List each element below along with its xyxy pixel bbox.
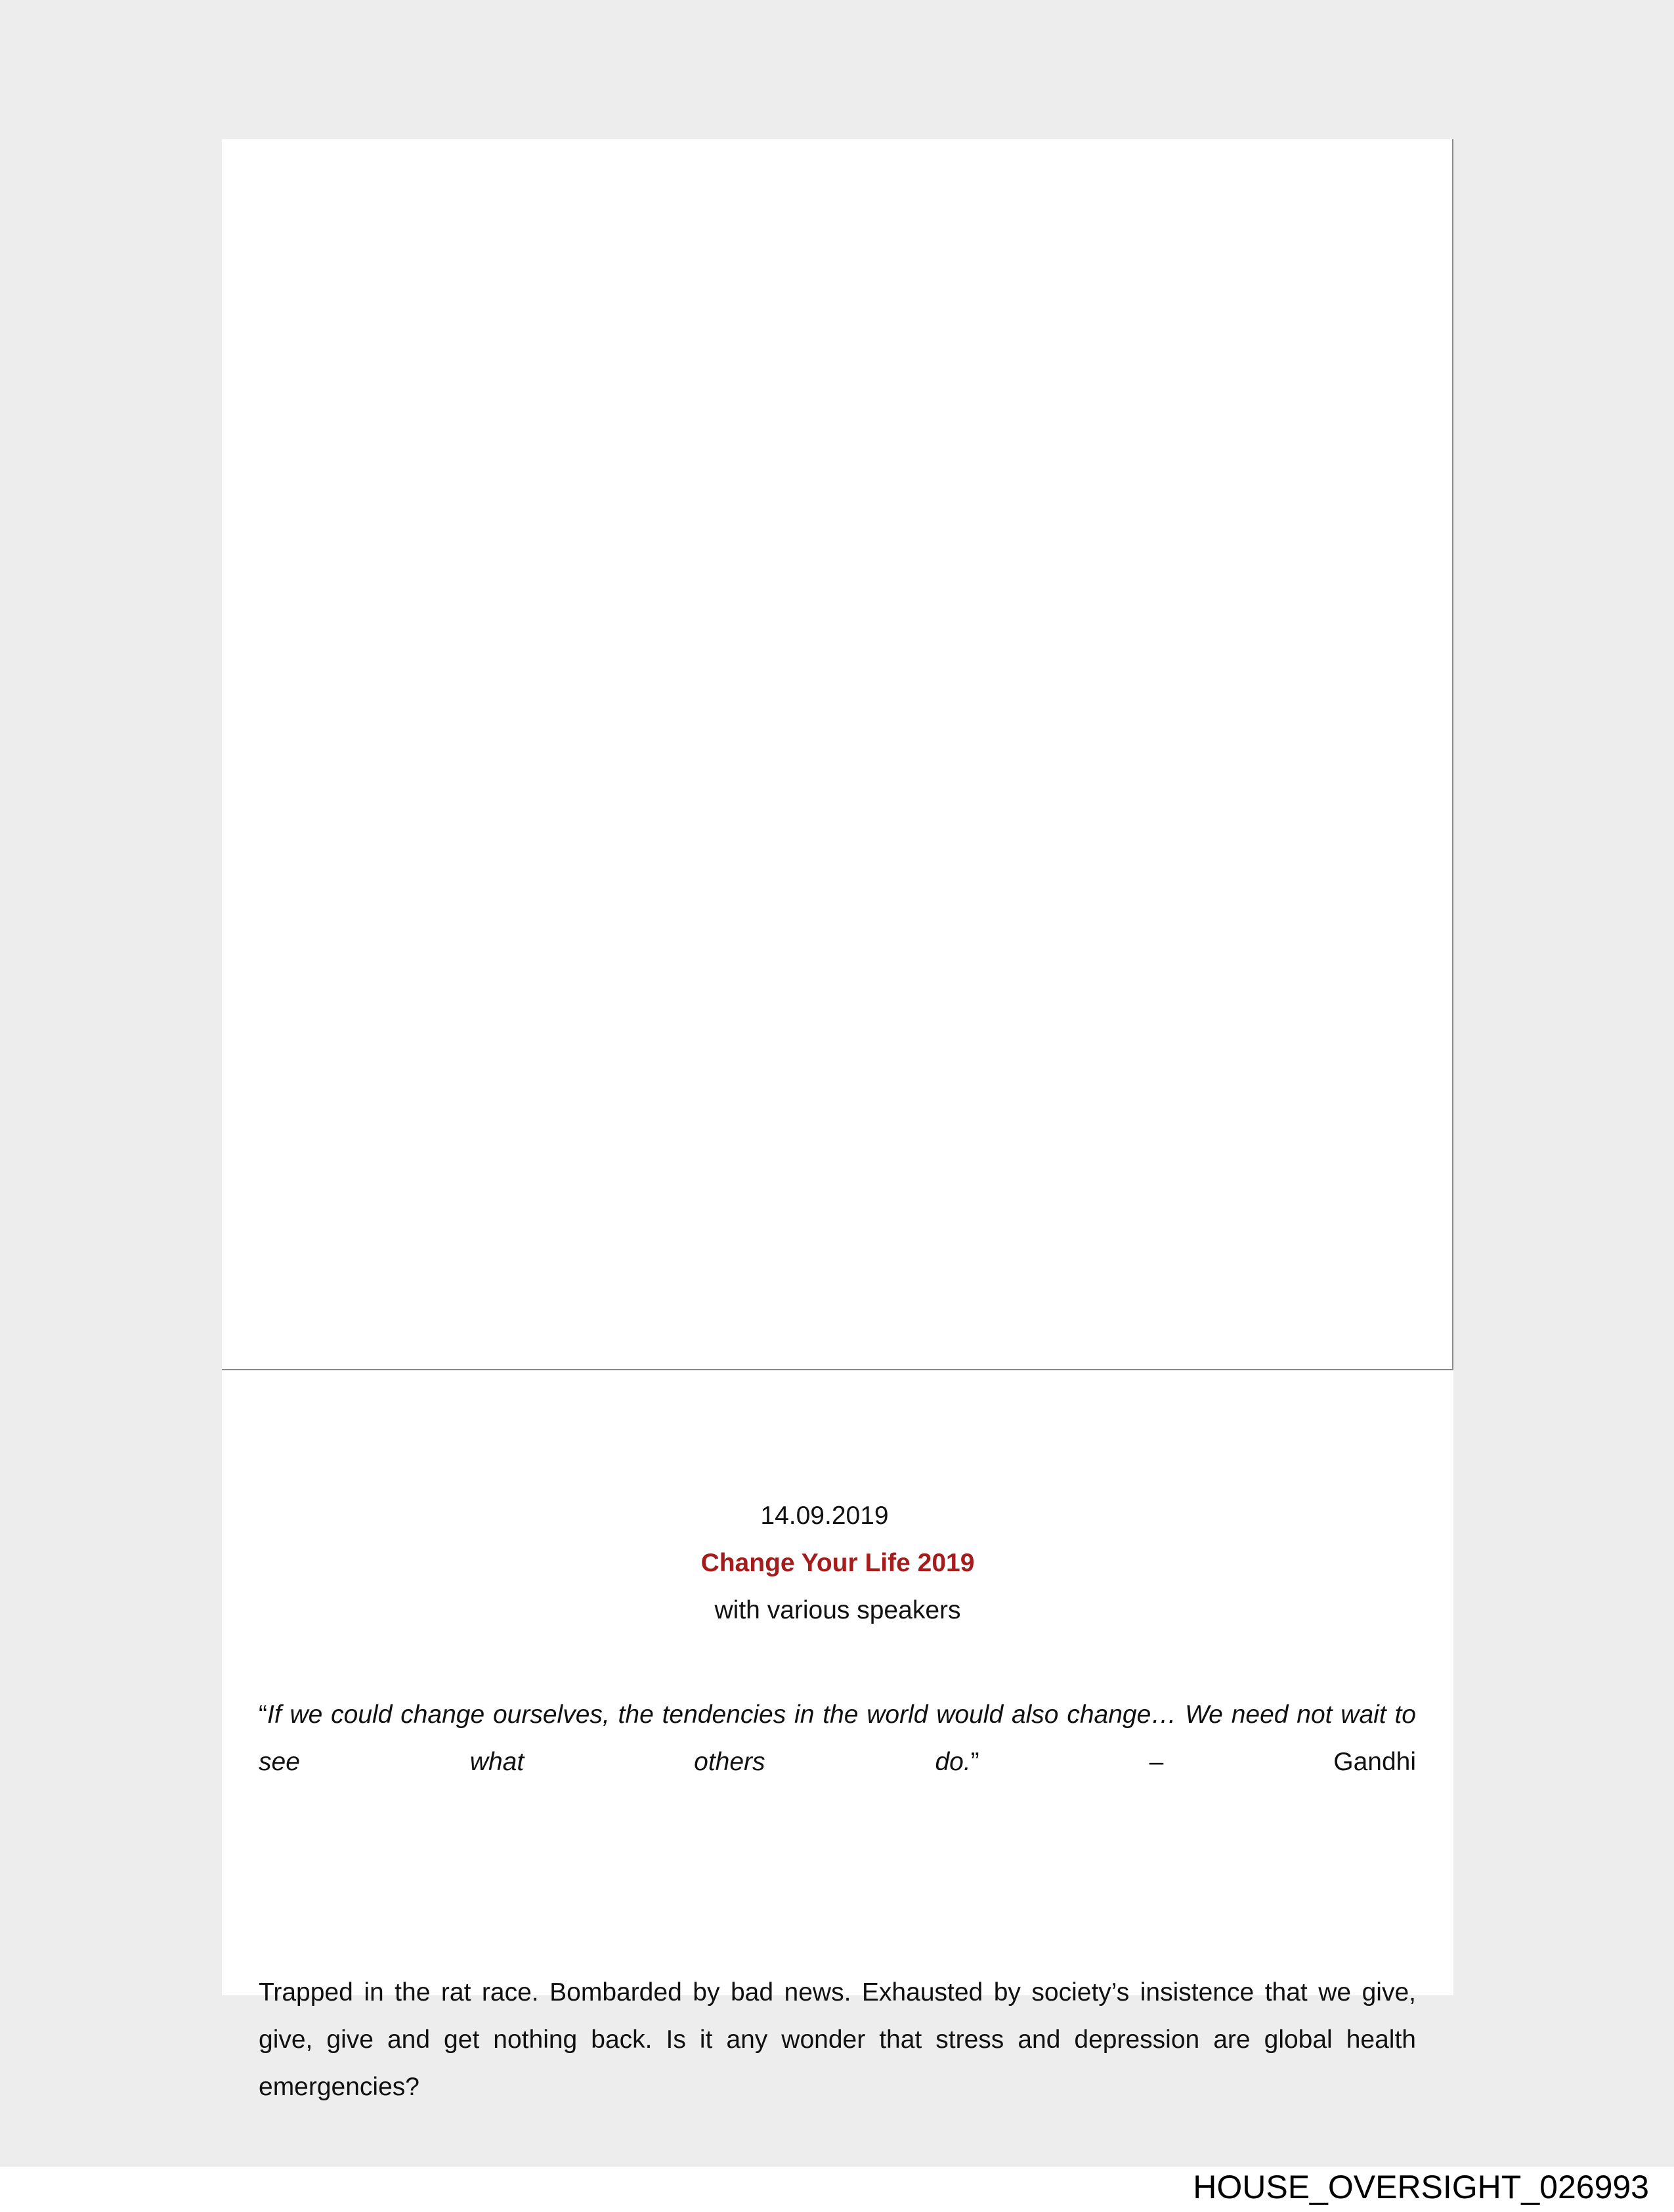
image-frame	[222, 139, 1453, 1370]
body-paragraph: Trapped in the rat race. Bombarded by bad news. Exhausted by society’s insistence that we give, give, give and get nothing back. Is it any wonder that stress and depression are global health emergencies?	[259, 1978, 1416, 2101]
event-date: 14.09.2019	[760, 1502, 889, 1530]
event-title: Change Your Life 2019	[700, 1549, 975, 1577]
quote-open-mark: “	[259, 1701, 267, 1729]
quote-block	[259, 1691, 1416, 1786]
quote-attribution: – Gandhi	[1149, 1748, 1416, 1776]
quote-close-mark: ”	[970, 1748, 979, 1776]
event-speakers: with various speakers	[714, 1596, 961, 1624]
document-page	[222, 139, 1453, 2101]
bates-number: HOUSE_OVERSIGHT_026993	[1193, 2169, 1649, 2205]
quote-text: If we could change ourselves, the tendencies in the world would also change… We need not wait to see what others do.	[259, 1701, 1416, 1776]
